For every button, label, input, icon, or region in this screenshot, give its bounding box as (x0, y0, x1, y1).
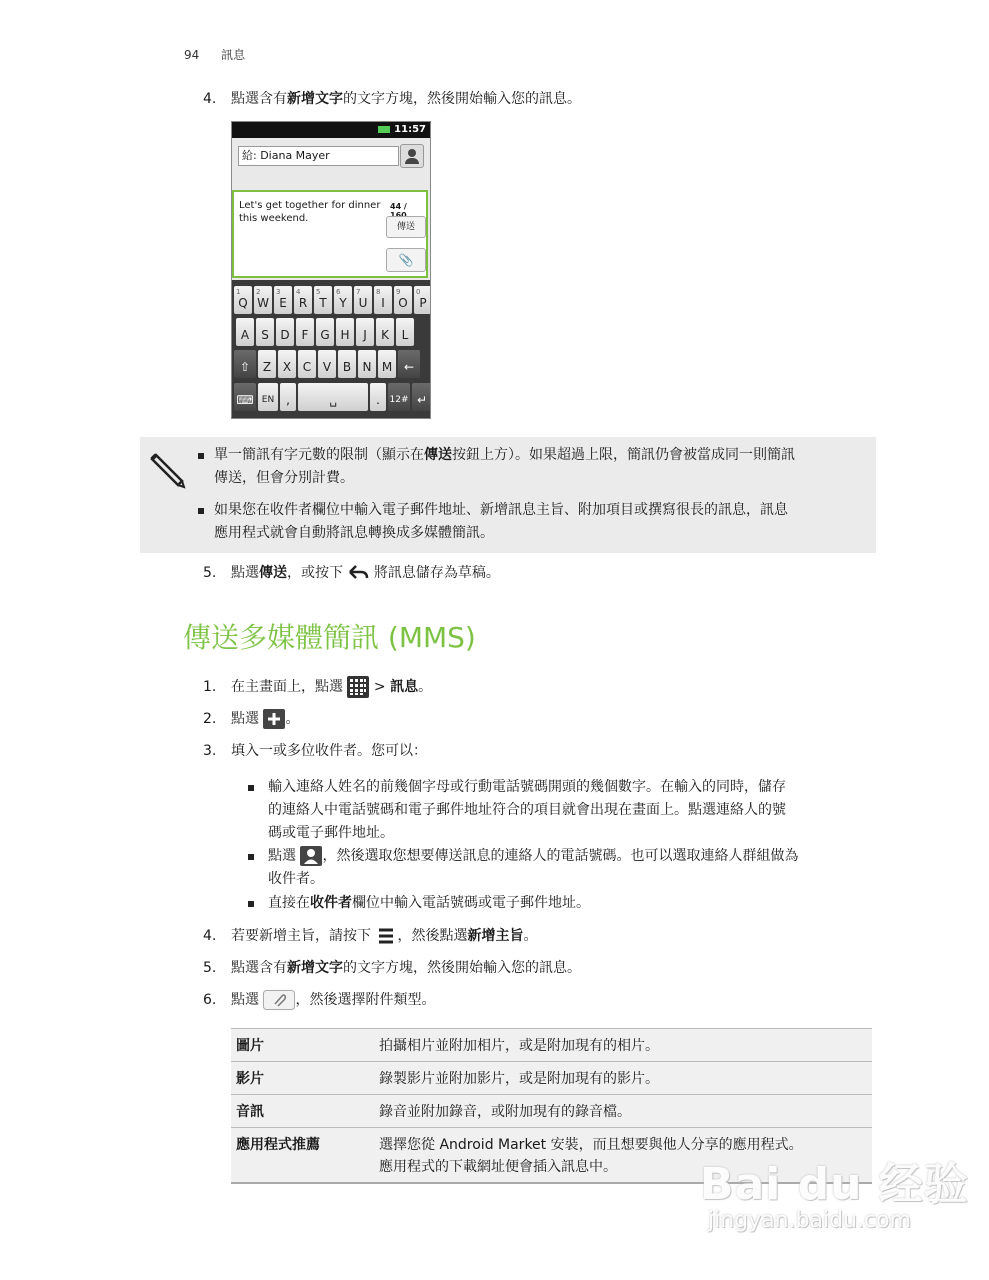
step-1: 1. 在主畫面上，點選 > 訊息。 (203, 676, 432, 698)
number-key[interactable]: 12# (388, 383, 410, 411)
period-key[interactable]: . (370, 383, 386, 411)
table-row: 圖片 拍攝相片並附加相片，或是附加現有的相片。 (231, 1029, 872, 1062)
key-m[interactable]: M (378, 350, 396, 378)
key-w[interactable]: 2 W (254, 286, 272, 314)
table-row: 音訊 錄音並附加錄音，或附加現有的錄音檔。 (231, 1095, 872, 1128)
key-b[interactable]: B (338, 350, 356, 378)
key-t[interactable]: 5 T (314, 286, 332, 314)
key-k[interactable]: K (376, 318, 394, 346)
key-f[interactable]: F (296, 318, 314, 346)
table-row: 應用程式推薦 選擇您從 Android Market 安裝，而且想要與他人分享的應用程式。 應用程式的下載網址便會插入訊息中。 (231, 1128, 872, 1184)
key-a[interactable]: A (236, 318, 254, 346)
key-j[interactable]: J (356, 318, 374, 346)
status-time: 11:57 (394, 124, 426, 135)
key-r[interactable]: 4 R (294, 286, 312, 314)
key-x[interactable]: X (278, 350, 296, 378)
watermark-url: jingyan.baidu.com (708, 1208, 912, 1233)
comma-key[interactable]: , (280, 383, 296, 411)
char-counter: 44 / (390, 202, 407, 211)
key-q[interactable]: 1 Q (234, 286, 252, 314)
message-input[interactable] (232, 190, 428, 278)
key-i[interactable]: 8 I (374, 286, 392, 314)
substep-b: 點選 ，然後選取您想要傳送訊息的連絡人的電話號碼。也可以選取連絡人群組做為 收件者。 (268, 845, 798, 891)
step-5: 5. 點選含有新增文字的文字方塊，然後開始輸入您的訊息。 (203, 960, 581, 976)
page-number: 94 (184, 48, 200, 62)
step-2: 2. 點選 。 (203, 711, 300, 727)
watermark-logo: Bai du 经验 (700, 1159, 969, 1210)
page-header (184, 46, 263, 63)
key-g[interactable]: G (316, 318, 334, 346)
person-icon (408, 149, 416, 157)
substep-c: 直接在收件者欄位中輸入電話號碼或電子郵件地址。 (268, 892, 590, 915)
phone-screenshot (231, 121, 431, 419)
recipient-field[interactable]: 給: Diana Mayer (238, 146, 399, 166)
attach-button[interactable] (386, 248, 426, 272)
message-text: Let's get together for dinner this weekend. (239, 200, 381, 224)
table-row: 影片 錄製影片並附加影片，或是附加現有的影片。 (231, 1062, 872, 1095)
key-n[interactable]: N (358, 350, 376, 378)
contact-icon (300, 846, 322, 866)
pencil-icon (148, 449, 188, 489)
key-z[interactable]: Z (258, 350, 276, 378)
backspace-key[interactable]: ← (398, 350, 420, 378)
step-6: 6. 點選 ，然後選擇附件類型。 (203, 992, 436, 1008)
menu-icon (375, 926, 397, 946)
key-l[interactable]: L (396, 318, 414, 346)
contact-button[interactable] (400, 144, 424, 168)
key-h[interactable]: H (336, 318, 354, 346)
substep-a: 輸入連絡人姓名的前幾個字母或行動電話號碼開頭的幾個數字。在輸入的同時，儲存 的連絡人中電話號碼和電子郵件地址符合的項目就會出現在畫面上。點選連絡人的號 碼或電子郵件地址。 (268, 776, 786, 845)
note-item-1: 單一簡訊有字元數的限制（顯示在傳送按鈕上方）。如果超過上限，簡訊仍會被當成同一則簡訊 傳送，但會分別計費。 (214, 444, 795, 490)
plus-icon (263, 709, 285, 729)
send-button[interactable]: 傳送 (386, 216, 426, 238)
key-d[interactable]: D (276, 318, 294, 346)
language-key[interactable]: EN (258, 383, 278, 411)
key-u[interactable]: 7 U (354, 286, 372, 314)
attach-icon (263, 990, 295, 1010)
key-y[interactable]: 6 Y (334, 286, 352, 314)
paperclip-icon: 📎 (398, 253, 414, 267)
step-5-top: 5. 點選傳送，或按下 將訊息儲存為草稿。 (203, 565, 500, 581)
battery-icon (378, 126, 390, 133)
key-s[interactable]: S (256, 318, 274, 346)
back-icon (347, 565, 369, 581)
step-3: 3. 填入一或多位收件者。您可以： (203, 743, 427, 759)
key-o[interactable]: 9 O (394, 286, 412, 314)
status-bar (232, 122, 430, 138)
space-key[interactable]: ␣ (298, 383, 368, 411)
all-apps-icon (347, 676, 369, 698)
note-box (140, 437, 876, 553)
shift-key[interactable]: ⇧ (234, 350, 256, 378)
key-p[interactable]: 0 P (414, 286, 431, 314)
key-e[interactable]: 3 E (274, 286, 292, 314)
key-v[interactable]: V (318, 350, 336, 378)
step-4-top: 4. 點選含有新增文字的文字方塊，然後開始輸入您的訊息。 (203, 91, 581, 107)
note-item-2: 如果您在收件者欄位中輸入電子郵件地址、新增訊息主旨、附加項目或撰寫很長的訊息，訊息 應用程式就會自動將訊息轉換成多媒體簡訊。 (214, 499, 788, 545)
section-name: 訊息 (221, 48, 246, 62)
section-title: 傳送多媒體簡訊 (MMS) (183, 621, 476, 654)
key-c[interactable]: C (298, 350, 316, 378)
enter-key[interactable]: ↵ (412, 383, 431, 411)
keyboard (232, 280, 430, 418)
step-4: 4. 若要新增主旨，請按下 ，然後點選新增主旨。 (203, 928, 538, 944)
keyboard-icon[interactable]: ⌨ (234, 383, 256, 411)
